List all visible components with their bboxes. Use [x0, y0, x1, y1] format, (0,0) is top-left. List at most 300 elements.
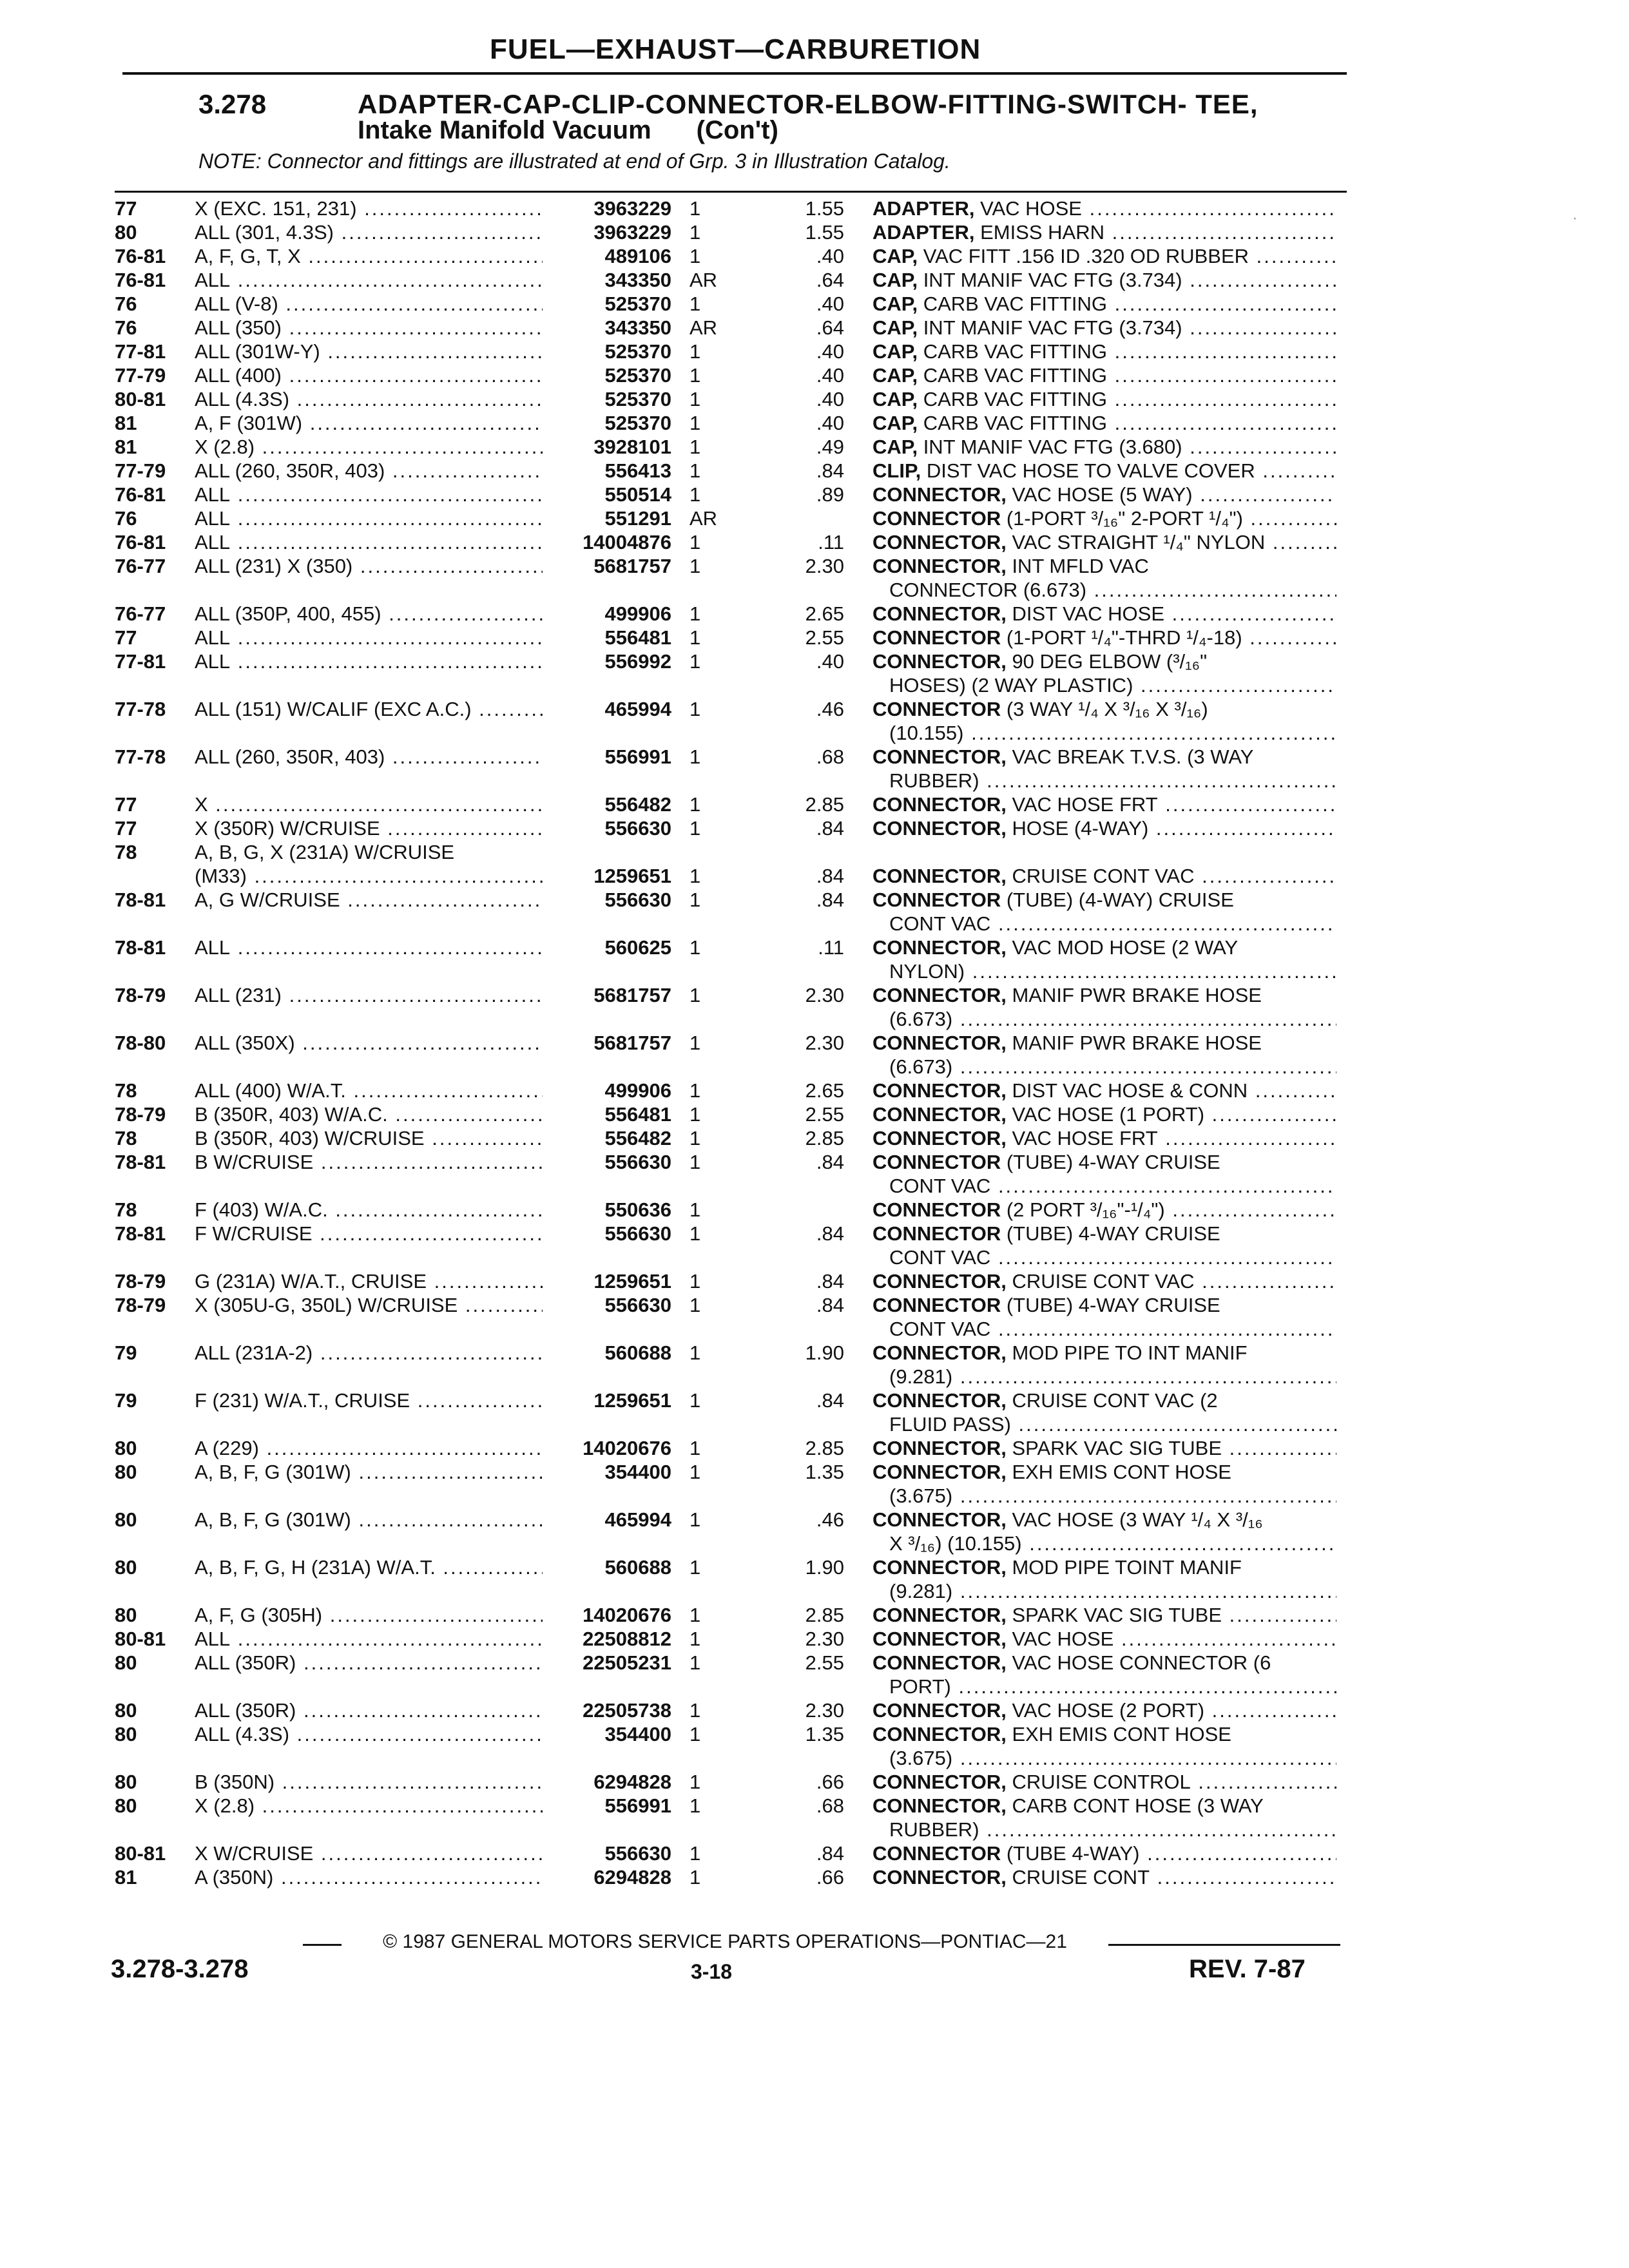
part-number — [543, 197, 671, 220]
section-range: 3.278-3.278 — [111, 1955, 249, 1983]
quantity-text: 1 — [689, 531, 701, 553]
part-number-text: 343350 — [604, 269, 671, 291]
description-text: CARB VAC FITTING ..... — [918, 412, 1336, 434]
model-application — [195, 816, 543, 840]
part-number — [543, 1293, 671, 1317]
description — [872, 1436, 1336, 1460]
quantity-text: 1 — [689, 602, 701, 625]
price-text: 2.55 — [805, 626, 844, 649]
model-application-text: ALL ..... — [195, 626, 543, 649]
part-number-text: 556630 — [604, 817, 671, 840]
model-application — [195, 411, 543, 435]
price — [770, 816, 844, 840]
description-text: VAC STRAIGHT ¹/₄" NYLON ..... — [1007, 531, 1336, 553]
part-number — [543, 697, 671, 721]
description-text: DIST VAC HOSE & CONN ..... — [1007, 1079, 1336, 1102]
part-number — [543, 1722, 671, 1746]
description — [872, 1794, 1336, 1841]
part-number — [543, 864, 671, 888]
description-keyword: CONNECTOR, — [872, 1270, 1007, 1293]
price — [770, 220, 844, 244]
model-application-text: ALL (4.3S) ..... — [195, 388, 543, 410]
description — [872, 1293, 1336, 1341]
model-application — [195, 1603, 543, 1627]
part-number-text: 22508812 — [583, 1628, 671, 1650]
price-text: 2.30 — [805, 1032, 844, 1054]
description-line — [872, 1198, 1336, 1222]
quantity-text: 1 — [689, 221, 701, 244]
description-continuation — [872, 1007, 1336, 1031]
description-text: HOSE (4-WAY) ..... — [1007, 817, 1336, 840]
quantity-text: 1 — [689, 793, 701, 816]
description-continuation-text: RUBBER) ..... — [889, 1818, 1336, 1841]
quantity-text: 1 — [689, 293, 701, 315]
description-text: (1-PORT ³/₁₆" 2-PORT ¹/₄") ..... — [1001, 507, 1336, 530]
year-range-text: 76-81 — [115, 269, 166, 291]
year-range-text: 78-81 — [115, 889, 166, 911]
description — [872, 1603, 1336, 1627]
year-range-text: 80 — [115, 1556, 137, 1579]
price-text: 2.30 — [805, 984, 844, 1006]
model-application-text: F (231) W/A.T., CRUISE ..... — [195, 1389, 543, 1412]
description-text: EXH EMIS CONT HOSE — [1006, 1723, 1231, 1745]
model-application-text: ALL (400) ..... — [195, 364, 543, 387]
description-line — [872, 1102, 1336, 1126]
part-number — [543, 220, 671, 244]
model-application — [195, 220, 543, 244]
description-line — [872, 1794, 1336, 1818]
model-application — [195, 340, 543, 363]
quantity — [689, 1031, 741, 1055]
part-number — [543, 411, 671, 435]
year-range — [115, 1102, 191, 1126]
description — [872, 435, 1336, 459]
quantity — [689, 411, 741, 435]
part-number — [543, 1341, 671, 1365]
year-range-text: 80-81 — [115, 1842, 166, 1865]
description-text: CRUISE CONT ..... — [1007, 1866, 1336, 1888]
part-number — [543, 793, 671, 816]
quantity — [689, 1222, 741, 1245]
model-application-text: ALL (400) W/A.T. ..... — [195, 1079, 543, 1102]
description-text: SPARK VAC SIG TUBE ..... — [1007, 1437, 1336, 1459]
description-keyword: CONNECTOR, — [872, 1341, 1007, 1364]
description-text: CRUISE CONT VAC ..... — [1007, 865, 1336, 887]
description-keyword: CONNECTOR, — [872, 1461, 1007, 1483]
price — [770, 268, 844, 292]
quantity-text: 1 — [689, 412, 701, 434]
description — [872, 602, 1336, 626]
year-range-text: 77 — [115, 817, 137, 840]
description-text: MANIF PWR BRAKE HOSE — [1006, 984, 1262, 1006]
price-text: .11 — [818, 936, 844, 959]
model-application-text: X (350R) W/CRUISE ..... — [195, 817, 543, 840]
description-line — [872, 1031, 1336, 1055]
description-continuation-text: (3.675) ..... — [889, 1747, 1336, 1769]
description-keyword: CONNECTOR, — [872, 1699, 1007, 1722]
year-range — [115, 197, 191, 220]
description-line — [872, 268, 1336, 292]
part-number — [543, 1079, 671, 1102]
description-text: VAC HOSE (2 PORT) ..... — [1007, 1699, 1336, 1722]
description-continuation — [872, 1245, 1336, 1269]
model-application — [195, 268, 543, 292]
description — [872, 1389, 1336, 1436]
year-range-text: 80 — [115, 1723, 137, 1745]
description-line — [872, 1651, 1336, 1675]
model-application — [195, 244, 543, 268]
model-application — [195, 1341, 543, 1365]
description-keyword: CONNECTOR, — [872, 1556, 1007, 1579]
description-continuation-text: RUBBER) ..... — [889, 769, 1336, 792]
year-range-text: 76 — [115, 507, 137, 530]
model-application — [195, 506, 543, 530]
part-number — [543, 888, 671, 912]
description-continuation — [872, 1055, 1336, 1079]
price-text: .40 — [816, 293, 844, 315]
quantity-text: 1 — [689, 1771, 701, 1793]
part-number — [543, 506, 671, 530]
quantity-text: 1 — [689, 555, 701, 577]
part-number — [543, 1508, 671, 1532]
price-text: .66 — [816, 1866, 844, 1888]
description — [872, 1150, 1336, 1198]
model-application-text: ALL (260, 350R, 403) ..... — [195, 745, 543, 768]
description-text: CARB VAC FITTING ..... — [918, 388, 1336, 410]
part-number — [543, 530, 671, 554]
description-text: VAC HOSE (1 PORT) ..... — [1007, 1103, 1336, 1126]
description-line — [872, 1150, 1336, 1174]
part-number-text: 3963229 — [593, 221, 671, 244]
price — [770, 1341, 844, 1365]
part-number-text: 1259651 — [593, 1389, 671, 1412]
year-range — [115, 1222, 191, 1245]
description-text: INT MANIF VAC FTG (3.734) ..... — [918, 316, 1336, 339]
year-range — [115, 340, 191, 363]
price — [770, 745, 844, 769]
description-text: CARB VAC FITTING ..... — [918, 293, 1336, 315]
description-continuation-text: FLUID PASS) ..... — [889, 1413, 1336, 1436]
description — [872, 483, 1336, 506]
quantity — [689, 387, 741, 411]
price — [770, 864, 844, 888]
description-keyword: CONNECTOR, — [872, 865, 1007, 887]
description-keyword: CONNECTOR — [872, 626, 1001, 649]
part-number — [543, 602, 671, 626]
year-range-text: 80 — [115, 1437, 137, 1459]
description-text: EMISS HARN ..... — [974, 221, 1336, 244]
description-line — [872, 649, 1336, 673]
year-range — [115, 816, 191, 840]
price — [770, 888, 844, 912]
quantity-text: 1 — [689, 984, 701, 1006]
year-range — [115, 1865, 191, 1889]
description-keyword: CONNECTOR, — [872, 1771, 1007, 1793]
quantity — [689, 1269, 741, 1293]
description-line — [872, 1460, 1336, 1484]
description-keyword: ADAPTER, — [872, 221, 975, 244]
price-text: .46 — [816, 698, 844, 720]
year-range — [115, 435, 191, 459]
model-application — [195, 435, 543, 459]
description-keyword: CONNECTOR, — [872, 745, 1007, 768]
year-range — [115, 793, 191, 816]
price-text: 2.30 — [805, 1628, 844, 1650]
model-application — [195, 1627, 543, 1651]
year-range-text: 80-81 — [115, 388, 166, 410]
year-range — [115, 840, 191, 864]
description-line — [872, 1722, 1336, 1746]
year-range — [115, 1794, 191, 1818]
price-text: 1.35 — [805, 1461, 844, 1483]
description — [872, 340, 1336, 363]
year-range — [115, 316, 191, 340]
part-number-text: 5681757 — [593, 984, 671, 1006]
description — [872, 1341, 1336, 1389]
price-text: 2.30 — [805, 555, 844, 577]
description-keyword: CONNECTOR, — [872, 817, 1007, 840]
year-range-text: 76-77 — [115, 602, 166, 625]
description-continuation-text: HOSES) (2 WAY PLASTIC) ..... — [889, 674, 1336, 697]
year-range — [115, 244, 191, 268]
part-number-text: 6294828 — [593, 1771, 671, 1793]
description-continuation — [872, 1174, 1336, 1198]
quantity-text: 1 — [689, 1270, 701, 1293]
description — [872, 197, 1336, 220]
description-line — [872, 936, 1336, 959]
description-text: CARB CONT HOSE (3 WAY — [1006, 1794, 1264, 1817]
model-application — [195, 1722, 543, 1746]
part-number — [543, 1865, 671, 1889]
quantity-text: 1 — [689, 1461, 701, 1483]
quantity-text: AR — [689, 269, 718, 291]
price — [770, 649, 844, 673]
model-application-text: A (350N) ..... — [195, 1866, 543, 1888]
price — [770, 1222, 844, 1245]
price — [770, 316, 844, 340]
year-range-text: 81 — [115, 436, 137, 458]
model-application-text: ALL ..... — [195, 936, 543, 959]
description-line — [872, 292, 1336, 316]
description-keyword: CONNECTOR, — [872, 1651, 1007, 1674]
year-range-text: 77 — [115, 197, 137, 220]
year-range-text: 78-81 — [115, 1151, 166, 1173]
price-text: .49 — [816, 436, 844, 458]
part-number — [543, 268, 671, 292]
model-application-text: ALL (4.3S) ..... — [195, 1723, 543, 1745]
model-application — [195, 1865, 543, 1889]
price — [770, 1841, 844, 1865]
quantity — [689, 1341, 741, 1365]
quantity — [689, 316, 741, 340]
part-number-text: 551291 — [604, 507, 671, 530]
model-application — [195, 316, 543, 340]
description-text: 90 DEG ELBOW (³/₁₆" — [1006, 650, 1208, 673]
year-range-text: 79 — [115, 1341, 137, 1364]
year-range — [115, 1031, 191, 1055]
description-keyword: CAP, — [872, 388, 918, 410]
price — [770, 435, 844, 459]
year-range — [115, 983, 191, 1007]
quantity-text: 1 — [689, 1437, 701, 1459]
model-application-text: ALL (301W-Y) ..... — [195, 340, 543, 363]
model-application-text: (M33) ..... — [195, 865, 543, 887]
section-cont: (Con't) — [696, 116, 778, 144]
model-application — [195, 1222, 543, 1245]
description-keyword: CONNECTOR, — [872, 602, 1007, 625]
price-text: .84 — [816, 1389, 844, 1412]
year-range-text: 78-79 — [115, 984, 166, 1006]
year-range — [115, 1770, 191, 1794]
price — [770, 387, 844, 411]
part-number-text: 14020676 — [583, 1437, 671, 1459]
part-number-text: 499906 — [604, 1079, 671, 1102]
description-keyword: CAP, — [872, 245, 918, 267]
model-application-text: ALL (231) X (350) ..... — [195, 555, 543, 577]
price-text: .11 — [818, 531, 844, 553]
quantity — [689, 888, 741, 912]
description — [872, 1460, 1336, 1508]
part-number — [543, 983, 671, 1007]
description — [872, 1102, 1336, 1126]
part-number — [543, 1126, 671, 1150]
year-range — [115, 1126, 191, 1150]
quantity-text: 1 — [689, 865, 701, 887]
part-number — [543, 1698, 671, 1722]
description-line — [872, 244, 1336, 268]
year-range-text: 78 — [115, 1127, 137, 1149]
year-range — [115, 554, 191, 578]
description-line — [872, 1865, 1336, 1889]
description-line — [872, 530, 1336, 554]
header-rule — [122, 72, 1347, 75]
description-text: VAC MOD HOSE (2 WAY — [1006, 936, 1239, 959]
model-application-text: A, F (301W) ..... — [195, 412, 543, 434]
description-keyword: CONNECTOR — [872, 1842, 1001, 1865]
price — [770, 1126, 844, 1150]
description-line — [872, 1126, 1336, 1150]
year-range — [115, 1293, 191, 1317]
year-range — [115, 1841, 191, 1865]
description — [872, 1698, 1336, 1722]
price — [770, 626, 844, 649]
description-line — [872, 1770, 1336, 1794]
description-line — [872, 506, 1336, 530]
description-line — [872, 1436, 1336, 1460]
description-text: DIST VAC HOSE TO VALVE COVER ..... — [921, 459, 1336, 482]
part-number — [543, 1198, 671, 1222]
price-text: .84 — [816, 459, 844, 482]
quantity-text: 1 — [689, 1294, 701, 1316]
year-range — [115, 1389, 191, 1412]
quantity — [689, 268, 741, 292]
price-text: 2.65 — [805, 602, 844, 625]
year-range-text: 77-78 — [115, 745, 166, 768]
price — [770, 483, 844, 506]
quantity — [689, 340, 741, 363]
year-range-text: 80 — [115, 1699, 137, 1722]
year-range — [115, 602, 191, 626]
part-number — [543, 1627, 671, 1651]
part-number-text: 556992 — [604, 650, 671, 673]
quantity — [689, 1603, 741, 1627]
footer-rule-left — [303, 1944, 342, 1946]
year-range-text: 80 — [115, 1604, 137, 1626]
quantity — [689, 864, 741, 888]
description — [872, 1079, 1336, 1102]
quantity-text: 1 — [689, 1151, 701, 1173]
description-line — [872, 816, 1336, 840]
description-continuation-text: NYLON) ..... — [889, 960, 1336, 983]
quantity-text: 1 — [689, 626, 701, 649]
model-application-text: X W/CRUISE ..... — [195, 1842, 543, 1865]
price — [770, 1460, 844, 1484]
model-application-text: X (2.8) ..... — [195, 1794, 543, 1817]
description-line — [872, 864, 1336, 888]
part-number-text: 22505738 — [583, 1699, 671, 1722]
description — [872, 554, 1336, 602]
part-number-text: 1259651 — [593, 1270, 671, 1293]
description-line — [872, 1341, 1336, 1365]
quantity — [689, 1841, 741, 1865]
model-application — [195, 864, 543, 888]
model-application — [195, 983, 543, 1007]
description-text: VAC HOSE FRT ..... — [1007, 1127, 1336, 1149]
quantity-text: 1 — [689, 1341, 701, 1364]
description-continuation-text: X ³/₁₆) (10.155) ..... — [889, 1532, 1336, 1555]
price-text: .84 — [816, 889, 844, 911]
quantity — [689, 554, 741, 578]
price — [770, 244, 844, 268]
description — [872, 1651, 1336, 1698]
part-number — [543, 292, 671, 316]
model-application — [195, 1150, 543, 1174]
model-application-text: X (2.8) ..... — [195, 436, 543, 458]
description-continuation-text: (6.673) ..... — [889, 1055, 1336, 1078]
part-number — [543, 340, 671, 363]
quantity-text: 1 — [689, 459, 701, 482]
model-application — [195, 697, 543, 721]
price-text: .68 — [816, 745, 844, 768]
description — [872, 1722, 1336, 1770]
quantity — [689, 483, 741, 506]
quantity — [689, 244, 741, 268]
price-text: 2.85 — [805, 793, 844, 816]
price-text: 1.90 — [805, 1556, 844, 1579]
quantity — [689, 1555, 741, 1579]
model-application-text: ALL ..... — [195, 650, 543, 673]
model-application — [195, 793, 543, 816]
description-keyword: CONNECTOR, — [872, 555, 1007, 577]
part-number-text: 556482 — [604, 793, 671, 816]
part-number — [543, 1770, 671, 1794]
description-line — [872, 483, 1336, 506]
year-range — [115, 1603, 191, 1627]
price-text: 2.85 — [805, 1437, 844, 1459]
description-continuation — [872, 1484, 1336, 1508]
price — [770, 1102, 844, 1126]
price — [770, 197, 844, 220]
price — [770, 983, 844, 1007]
price-text: .46 — [816, 1508, 844, 1531]
price-text: 2.85 — [805, 1604, 844, 1626]
model-application — [195, 1794, 543, 1818]
model-application-text: ALL (151) W/CALIF (EXC A.C.) ..... — [195, 698, 543, 720]
quantity — [689, 506, 741, 530]
part-number-text: 6294828 — [593, 1866, 671, 1888]
description-text: CARB VAC FITTING ..... — [918, 364, 1336, 387]
year-range — [115, 483, 191, 506]
